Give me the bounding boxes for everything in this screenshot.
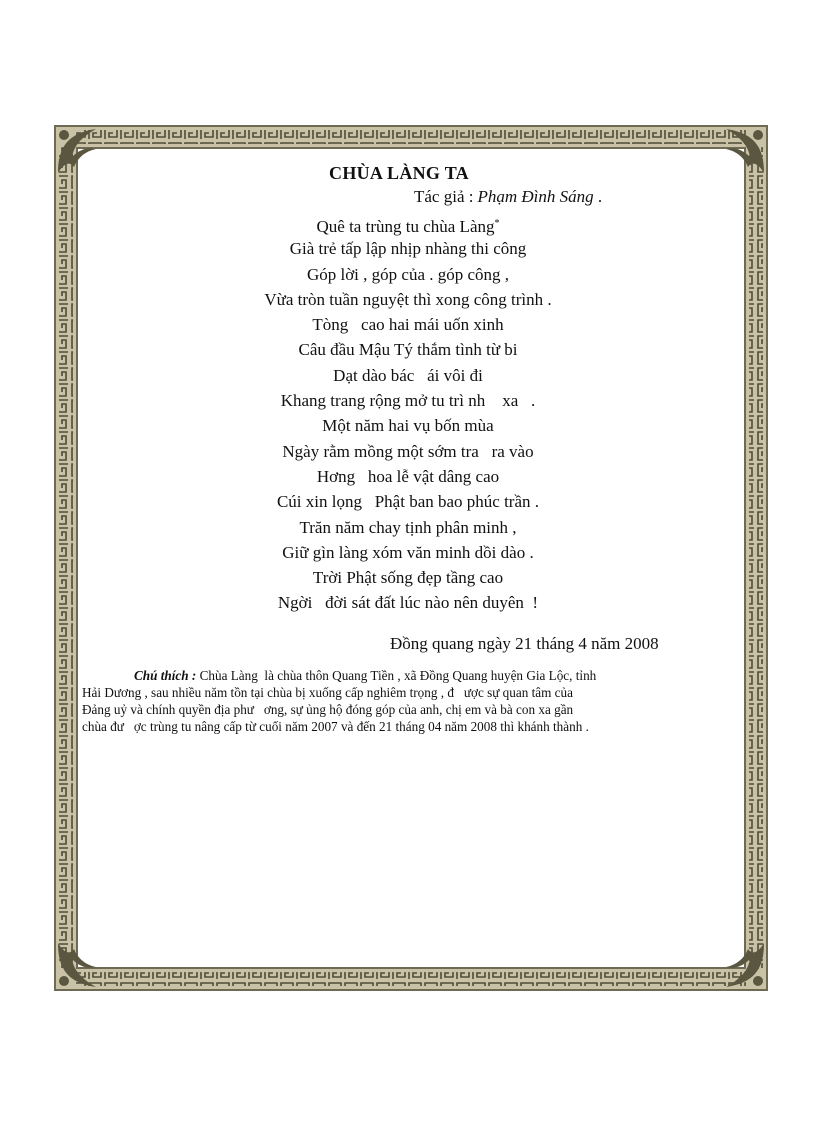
date-line: Đồng quang ngày 21 tháng 4 năm 2008 <box>390 634 659 653</box>
poem-line: Trăn năm chay tịnh phân minh , <box>299 517 517 537</box>
poem-title-text: CHÙA LÀNG TA <box>329 163 469 183</box>
poem-line: Trời Phật sống đẹp tầng cao <box>312 568 504 588</box>
footnote-line: chùa đư ợc trùng tu nâng cấp từ cuối năm 2007 và đến 21 tháng 04 năm 2008 thì khánh thành . <box>82 719 589 734</box>
author-line <box>414 187 602 207</box>
poem-line: Hơng hoa lễ vật dâng cao <box>316 466 500 486</box>
poem-line: Khang trang rộng mở tu trì nh xa . <box>280 391 536 411</box>
poem-line: Già trẻ tấp lập nhịp nhàng thi công <box>289 239 527 259</box>
poem-body <box>0 211 816 616</box>
footnote-block <box>82 667 722 735</box>
poem-line: Ngày rằm mồng một sớm tra ra vào <box>282 441 534 461</box>
footnote-line: Chú thích : Chùa Làng là chùa thôn Quang Tiền , xã Đồng Quang huyện Gia Lộc, tỉnh <box>134 668 597 683</box>
author-name: Phạm Đình Sáng <box>477 187 594 206</box>
poem-line: Dạt dào bác ái vôi đi <box>333 365 483 385</box>
poem-line: Ngời đời sát đất lúc nào nên duyên ! <box>277 593 539 613</box>
footnote-mark: * <box>494 218 500 229</box>
poem-line: Vừa tròn tuần nguyệt thì xong công trình . <box>264 289 552 309</box>
poem-line: Góp lời , góp của . góp công , <box>306 264 510 284</box>
poem-line: Tòng cao hai mái uốn xinh <box>312 315 504 335</box>
poem-line: Giữ gìn làng xóm văn minh dồi dào . <box>282 542 534 562</box>
footnote-label: Chú thích : <box>134 668 197 683</box>
corner-ornament-icon <box>714 937 770 993</box>
poem-line: Một năm hai vụ bốn mùa <box>322 416 494 436</box>
author-suffix: . <box>593 187 603 206</box>
poem-line: Cúi xin lọng Phật ban bao phúc trần . <box>276 492 540 512</box>
footnote-line: Hải Dương , sau nhiều năm tồn tại chùa bị xuống cấp nghiêm trọng , đ ược sự quan tâm của <box>82 685 573 700</box>
poem-line: Câu đầu Mậu Tý thắm tình từ bi <box>298 340 518 360</box>
footnote-line: Đảng uỷ và chính quyền địa phư ơng, sự ủng hộ đóng góp của anh, chị em và bà con xa gần <box>82 702 574 717</box>
poem-line: Quê ta trùng tu chùa Làng* <box>316 217 500 236</box>
corner-ornament-icon <box>52 937 108 993</box>
author-label: Tác giả : <box>414 187 474 206</box>
poem-title <box>0 163 816 184</box>
